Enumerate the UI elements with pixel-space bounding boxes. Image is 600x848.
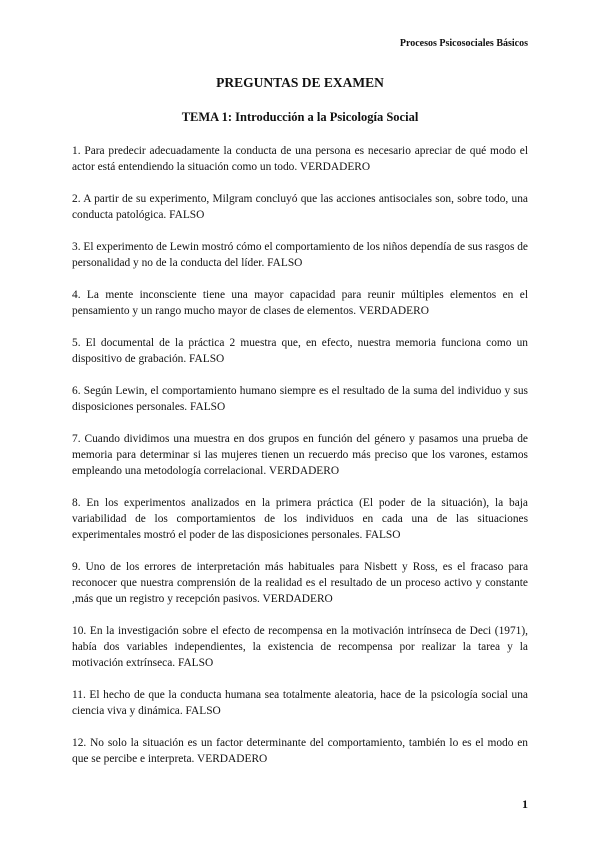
section-title: TEMA 1: Introducción a la Psicología Social	[181, 110, 419, 124]
running-header: Procesos Psicosociales Básicos	[399, 38, 528, 49]
question-6: 6. Según Lewin, el comportamiento humano siempre es el resultado de la suma del individuo y sus disposiciones personales. FALSO	[72, 385, 528, 413]
question-3: 3. El experimento de Lewin mostró cómo el comportamiento de los niños dependía de sus rasgos de personalidad y no de la conducta del líder. FALSO	[72, 241, 528, 269]
question-5: 5. El documental de la práctica 2 muestra que, en efecto, nuestra memoria funciona como un dispositivo de grabación. FALSO	[72, 337, 528, 365]
question-10: 10. En la investigación sobre el efecto de recompensa en la motivación intrínseca de Deci (1971), había dos variables independientes, la existencia de recompensa por realizar la tarea y la motivación extrínseca. FALSO	[72, 625, 528, 669]
question-9: 9. Uno de los errores de interpretación más habituales para Nisbett y Ross, es el fracaso para reconocer que nuestra comprensión de la realidad es el resultado de un proceso activo y constante ,más que un registro y recepción pasivos. VERDADERO	[72, 561, 528, 605]
question-12: 12. No solo la situación es un factor determinante del comportamiento, también lo es el modo en que se percibe e interpreta. VERDADERO	[72, 737, 528, 765]
page-number: 1	[522, 797, 528, 811]
question-1: 1. Para predecir adecuadamente la conducta de una persona es necesario apreciar de qué modo el actor está entendiendo la situación como un todo. VERDADERO	[72, 145, 528, 173]
document-title: PREGUNTAS DE EXAMEN	[216, 75, 384, 90]
question-11: 11. El hecho de que la conducta humana sea totalmente aleatoria, hace de la psicología social una ciencia viva y dinámica. FALSO	[72, 689, 528, 717]
question-list	[72, 143, 528, 783]
question-8: 8. En los experimentos analizados en la primera práctica (El poder de la situación), la baja variabilidad de los comportamientos de los individuos en cada una de las situaciones experimentales mostró el poder de las disposiciones personales. FALSO	[72, 497, 528, 541]
question-7: 7. Cuando dividimos una muestra en dos grupos en función del género y pasamos una prueba de memoria para determinar si las mujeres tienen un recuerdo más preciso que los varones, estamos empleando una metodología correlacional. VERDADERO	[72, 433, 528, 477]
question-2: 2. A partir de su experimento, Milgram concluyó que las acciones antisociales son, sobre todo, una conducta patológica. FALSO	[72, 193, 528, 221]
question-4: 4. La mente inconsciente tiene una mayor capacidad para reunir múltiples elementos en el pensamiento y un rango mucho mayor de clases de elementos. VERDADERO	[72, 289, 528, 317]
